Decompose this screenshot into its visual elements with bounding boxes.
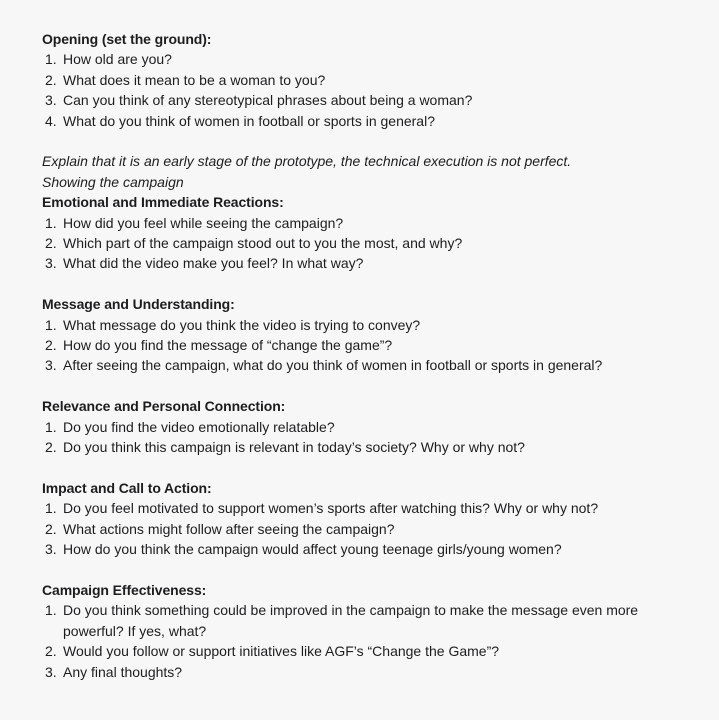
section-campaign-effectiveness [42,580,663,682]
question-item [42,253,663,273]
section-heading: Message and Understanding: [42,296,235,313]
question-item [42,213,663,233]
question-item [42,70,663,90]
question-text: Would you follow or support initiatives like AGF’s “Change the Game”? [63,643,500,660]
question-list [42,49,663,131]
question-item [42,315,663,335]
question-number: 1. [45,602,57,619]
question-text: After seeing the campaign, what do you think of women in football or sports in general? [63,357,603,374]
question-number: 3. [45,663,57,680]
question-text: What message do you think the video is trying to convey? [63,316,421,333]
question-number: 4. [45,112,57,129]
question-number: 3. [45,92,57,109]
question-text: What did the video make you feel? In what way? [63,255,364,272]
question-item [42,498,663,518]
question-text: Do you feel motivated to support women’s sports after watching this? Why or why not? [63,500,599,517]
question-item [42,111,663,131]
section-opening [42,29,663,131]
question-item [42,335,663,355]
question-text: Do you find the video emotionally relatable? [63,418,335,435]
note-line: Explain that it is an early stage of the prototype, the technical execution is not perfect. [42,153,572,170]
section-heading: Opening (set the ground): [42,31,212,47]
question-number: 3. [45,541,57,558]
question-item [42,233,663,253]
note-line: Showing the campaign [42,173,184,190]
question-item [42,437,663,457]
question-number: 2. [45,520,57,537]
question-item [42,90,663,110]
question-number: 3. [45,357,57,374]
question-text: Which part of the campaign stood out to you the most, and why? [63,235,463,252]
question-item [42,600,663,641]
section-emotional-reactions [42,192,663,274]
question-number: 1. [45,214,57,231]
question-text: How did you feel while seeing the campaign? [63,214,344,231]
question-number: 1. [45,500,57,517]
question-item [42,417,663,437]
question-item [42,539,663,559]
question-item [42,662,663,682]
question-list [42,315,663,376]
question-list [42,417,663,458]
question-number: 1. [45,51,57,68]
question-item [42,49,663,69]
section-impact-call-to-action [42,478,663,560]
question-text: How old are you? [63,51,172,68]
question-list [42,498,663,559]
question-text: Do you think this campaign is relevant in today’s society? Why or why not? [63,439,525,456]
facilitator-note [42,151,663,192]
question-text: What do you think of women in football or sports in general? [63,112,435,129]
question-list [42,213,663,274]
question-item [42,355,663,375]
question-text: What actions might follow after seeing the campaign? [63,520,395,537]
question-text: How do you find the message of “change the game”? [63,337,393,354]
question-number: 2. [45,337,57,354]
section-heading: Relevance and Personal Connection: [42,398,286,415]
question-text: How do you think the campaign would affect young teenage girls/young women? [63,541,562,558]
question-number: 3. [45,255,57,272]
question-text: Any final thoughts? [63,663,183,680]
question-text: What does it mean to be a woman to you? [63,71,326,88]
question-text: Do you think something could be improved in the campaign to make the message even more powerful? If yes, what? [63,602,639,639]
section-heading: Emotional and Immediate Reactions: [42,194,284,211]
question-number: 2. [45,643,57,660]
section-heading: Campaign Effectiveness: [42,581,207,598]
question-number: 2. [45,439,57,456]
section-message-understanding [42,294,663,376]
question-number: 2. [45,235,57,252]
question-item [42,641,663,661]
section-heading: Impact and Call to Action: [42,479,212,496]
question-item [42,519,663,539]
question-list [42,600,663,682]
question-text: Can you think of any stereotypical phrases about being a woman? [63,92,473,109]
section-relevance-connection [42,396,663,457]
question-number: 1. [45,418,57,435]
question-number: 1. [45,316,57,333]
question-number: 2. [45,71,57,88]
